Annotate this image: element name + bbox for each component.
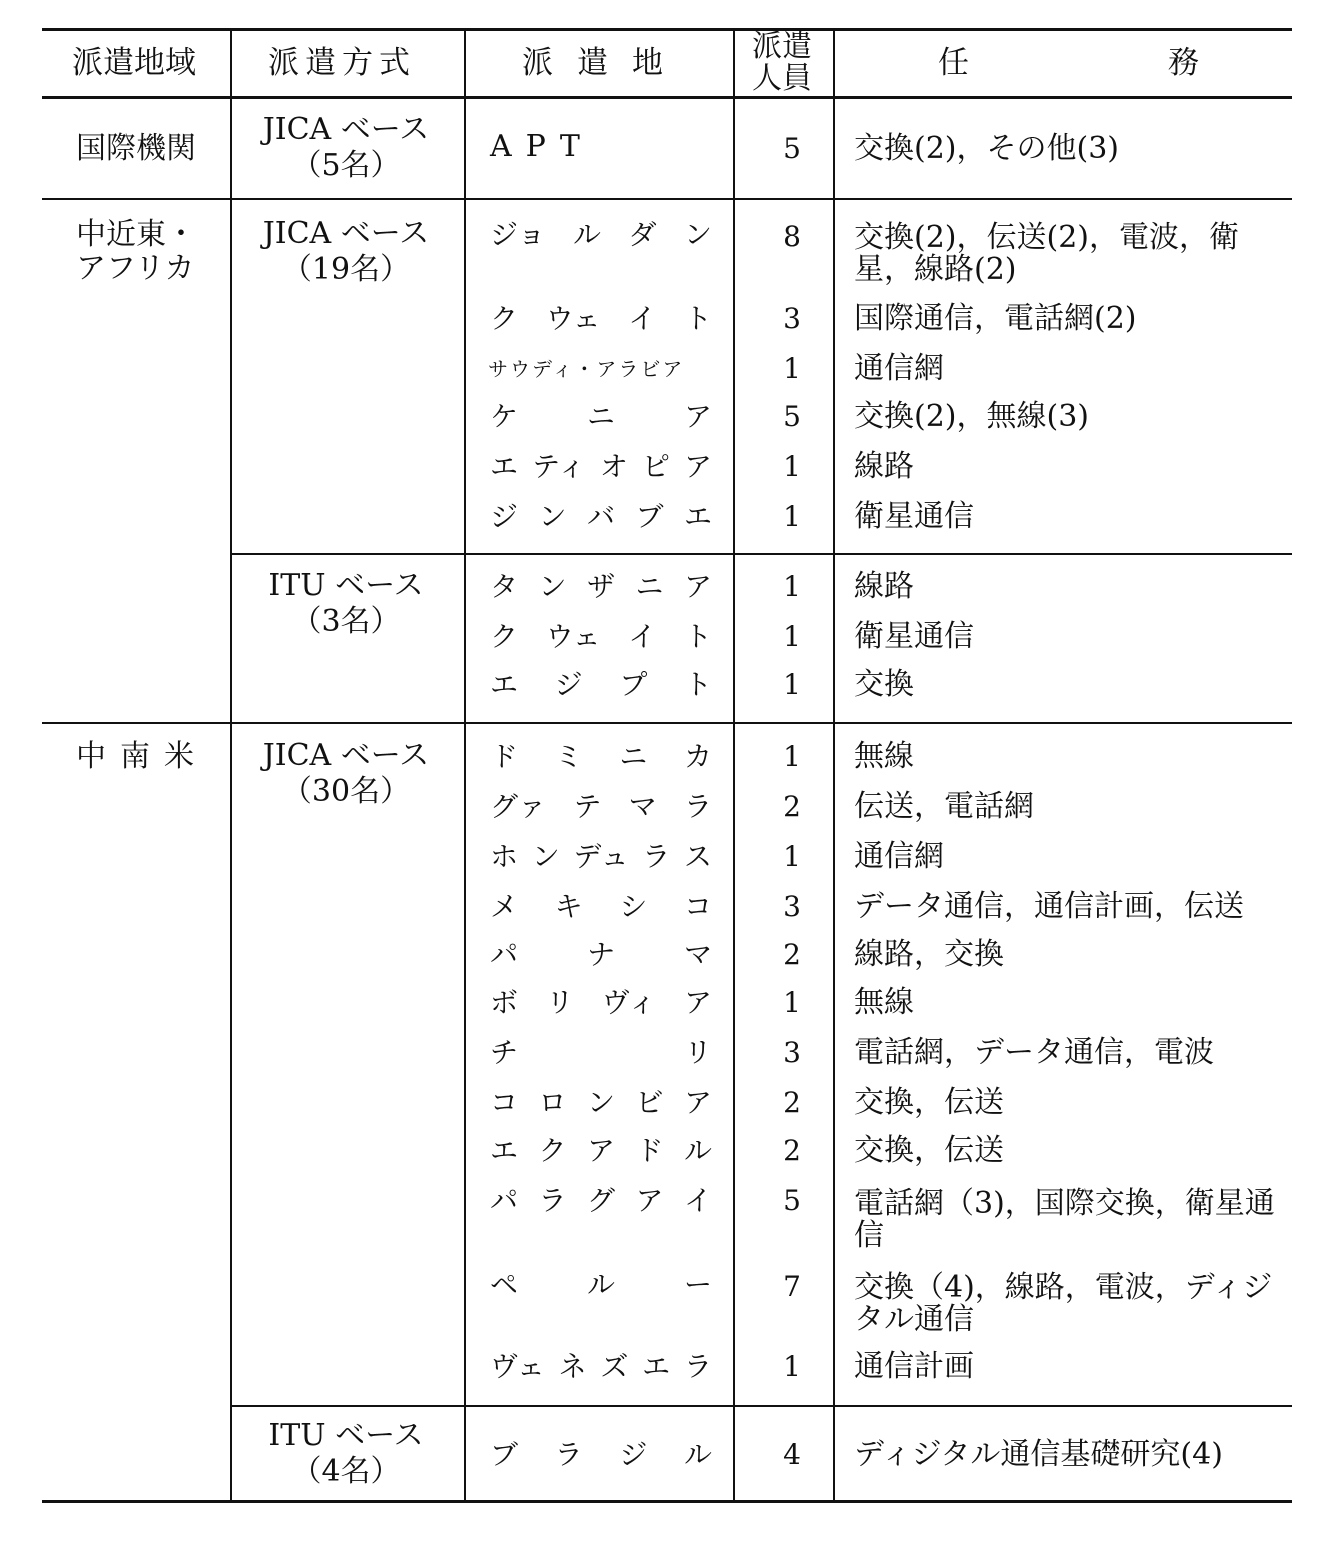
task-jordan: 交換(2)，伝送(2)，電波，衛星，線路(2) bbox=[854, 220, 1239, 287]
place-kuwait-1: ク ウェ イ ト bbox=[490, 302, 712, 335]
place-honduras: ホ ン デュ ラ ス bbox=[490, 840, 712, 873]
persons-kenya: 5 bbox=[783, 400, 801, 433]
persons-peru: 7 bbox=[783, 1270, 801, 1303]
place-venezuela: ヴェ ネ ズ エ ラ bbox=[490, 1350, 712, 1383]
persons-tanzania: 1 bbox=[783, 570, 801, 603]
task-dominica: 無線 bbox=[854, 739, 914, 774]
task-zimbabwe: 衛星通信 bbox=[854, 499, 974, 534]
persons-kuwait-1: 3 bbox=[783, 302, 801, 335]
header-task-right: 務 bbox=[1168, 45, 1199, 81]
task-saudi-arabia: 通信網 bbox=[854, 351, 944, 386]
persons-chile: 3 bbox=[783, 1036, 801, 1069]
method-jica-1-line1: JICA ベース bbox=[262, 112, 430, 147]
place-panama: パ ナ マ bbox=[490, 938, 712, 971]
task-panama: 線路，交換 bbox=[854, 937, 1004, 972]
header-place: 派遣地 bbox=[522, 45, 687, 81]
region-latin-america: 中南米 bbox=[76, 739, 208, 774]
region-middle-east-line2: アフリカ bbox=[76, 251, 195, 286]
method-itu-1-line1: ITU ベース bbox=[268, 568, 424, 603]
task-venezuela: 通信計画 bbox=[854, 1349, 974, 1384]
method-jica-3-line2: （30名） bbox=[281, 774, 411, 809]
task-paraguay: 電話網（3)，国際交換，衛星通信 bbox=[854, 1186, 1275, 1253]
column-rule-1 bbox=[230, 30, 232, 1502]
task-kuwait-1: 国際通信，電話網(2) bbox=[854, 301, 1137, 336]
persons-honduras: 1 bbox=[783, 840, 801, 873]
place-paraguay: パ ラ グ ア イ bbox=[490, 1184, 712, 1217]
header-persons-line1: 派遣 bbox=[752, 29, 812, 64]
persons-jordan: 8 bbox=[783, 220, 801, 253]
task-ecuador: 交換，伝送 bbox=[854, 1133, 1004, 1168]
persons-ecuador: 2 bbox=[783, 1134, 801, 1167]
region-middle-east-line1: 中近東・ bbox=[76, 217, 196, 252]
task-colombia: 交換，伝送 bbox=[854, 1085, 1004, 1120]
place-peru: ペ ル ー bbox=[490, 1268, 712, 1301]
persons-mexico: 3 bbox=[783, 890, 801, 923]
place-tanzania: タ ン ザ ニ ア bbox=[490, 570, 712, 603]
persons-egypt: 1 bbox=[783, 668, 801, 701]
place-brazil: ブ ラ ジ ル bbox=[490, 1438, 712, 1471]
task-mexico: データ通信，通信計画，伝送 bbox=[854, 889, 1244, 924]
method-rule-1 bbox=[232, 553, 1292, 555]
place-zimbabwe: ジ ン バ ブ エ bbox=[490, 500, 712, 533]
method-jica-2-line1: JICA ベース bbox=[262, 216, 430, 251]
persons-panama: 2 bbox=[783, 938, 801, 971]
persons-brazil: 4 bbox=[783, 1438, 801, 1471]
task-kuwait-2: 衛星通信 bbox=[854, 619, 974, 654]
place-kenya: ケ ニ ア bbox=[490, 400, 712, 433]
place-mexico: メ キ シ コ bbox=[490, 890, 712, 923]
task-guatemala: 伝送，電話網 bbox=[854, 789, 1034, 824]
task-tanzania: 線路 bbox=[854, 569, 914, 604]
place-bolivia: ボ リ ヴィ ア bbox=[490, 986, 712, 1019]
task-ethiopia: 線路 bbox=[854, 449, 914, 484]
header-persons-line2: 人員 bbox=[752, 61, 812, 96]
persons-apt: 5 bbox=[783, 132, 801, 165]
method-itu-2-line1: ITU ベース bbox=[268, 1418, 424, 1453]
column-rule-2 bbox=[464, 30, 466, 1502]
place-egypt: エ ジ プ ト bbox=[490, 668, 712, 701]
method-jica-3-line1: JICA ベース bbox=[262, 738, 430, 773]
place-ecuador: エ ク ア ド ル bbox=[490, 1134, 712, 1167]
place-jordan: ジョ ル ダ ン bbox=[490, 218, 712, 251]
header-method: 派遣方式 bbox=[268, 45, 416, 81]
persons-paraguay: 5 bbox=[783, 1184, 801, 1217]
header-task-left: 任 bbox=[938, 45, 969, 81]
persons-dominica: 1 bbox=[783, 740, 801, 773]
task-brazil: ディジタル通信基礎研究(4) bbox=[854, 1437, 1223, 1472]
task-honduras: 通信網 bbox=[854, 839, 944, 874]
persons-colombia: 2 bbox=[783, 1086, 801, 1119]
region-international: 国際機関 bbox=[76, 131, 196, 166]
method-jica-1-line2: （5名） bbox=[291, 148, 401, 183]
place-kuwait-2: ク ウェ イ ト bbox=[490, 620, 712, 653]
persons-saudi-arabia: 1 bbox=[783, 352, 801, 385]
task-peru: 交換（4)，線路，電波，ディジタル通信 bbox=[854, 1270, 1273, 1337]
place-dominica: ド ミ ニ カ bbox=[490, 740, 712, 773]
task-egypt: 交換 bbox=[854, 667, 914, 702]
task-chile: 電話網，データ通信，電波 bbox=[854, 1035, 1214, 1070]
place-chile: チ リ bbox=[490, 1036, 712, 1069]
method-itu-1-line2: （3名） bbox=[291, 604, 401, 639]
column-rule-3 bbox=[733, 30, 735, 1502]
persons-guatemala: 2 bbox=[783, 790, 801, 823]
persons-zimbabwe: 1 bbox=[783, 500, 801, 533]
place-colombia: コ ロ ン ビ ア bbox=[490, 1086, 712, 1119]
persons-venezuela: 1 bbox=[783, 1350, 801, 1383]
place-ethiopia: エ ティ オ ピ ア bbox=[490, 450, 712, 483]
persons-ethiopia: 1 bbox=[783, 450, 801, 483]
method-jica-2-line2: （19名） bbox=[281, 252, 411, 287]
place-guatemala: グァ テ マ ラ bbox=[490, 790, 712, 823]
persons-bolivia: 1 bbox=[783, 986, 801, 1019]
method-itu-2-line2: （4名） bbox=[291, 1454, 401, 1489]
place-saudi-arabia: サウディ・アラビア bbox=[488, 357, 685, 381]
task-kenya: 交換(2)，無線(3) bbox=[854, 399, 1089, 434]
place-apt: APT bbox=[490, 129, 594, 164]
persons-kuwait-2: 1 bbox=[783, 620, 801, 653]
task-bolivia: 無線 bbox=[854, 985, 914, 1020]
task-apt: 交換(2)，その他(3) bbox=[854, 131, 1119, 166]
header-region: 派遣地域 bbox=[72, 45, 196, 81]
method-rule-2 bbox=[232, 1405, 1292, 1407]
